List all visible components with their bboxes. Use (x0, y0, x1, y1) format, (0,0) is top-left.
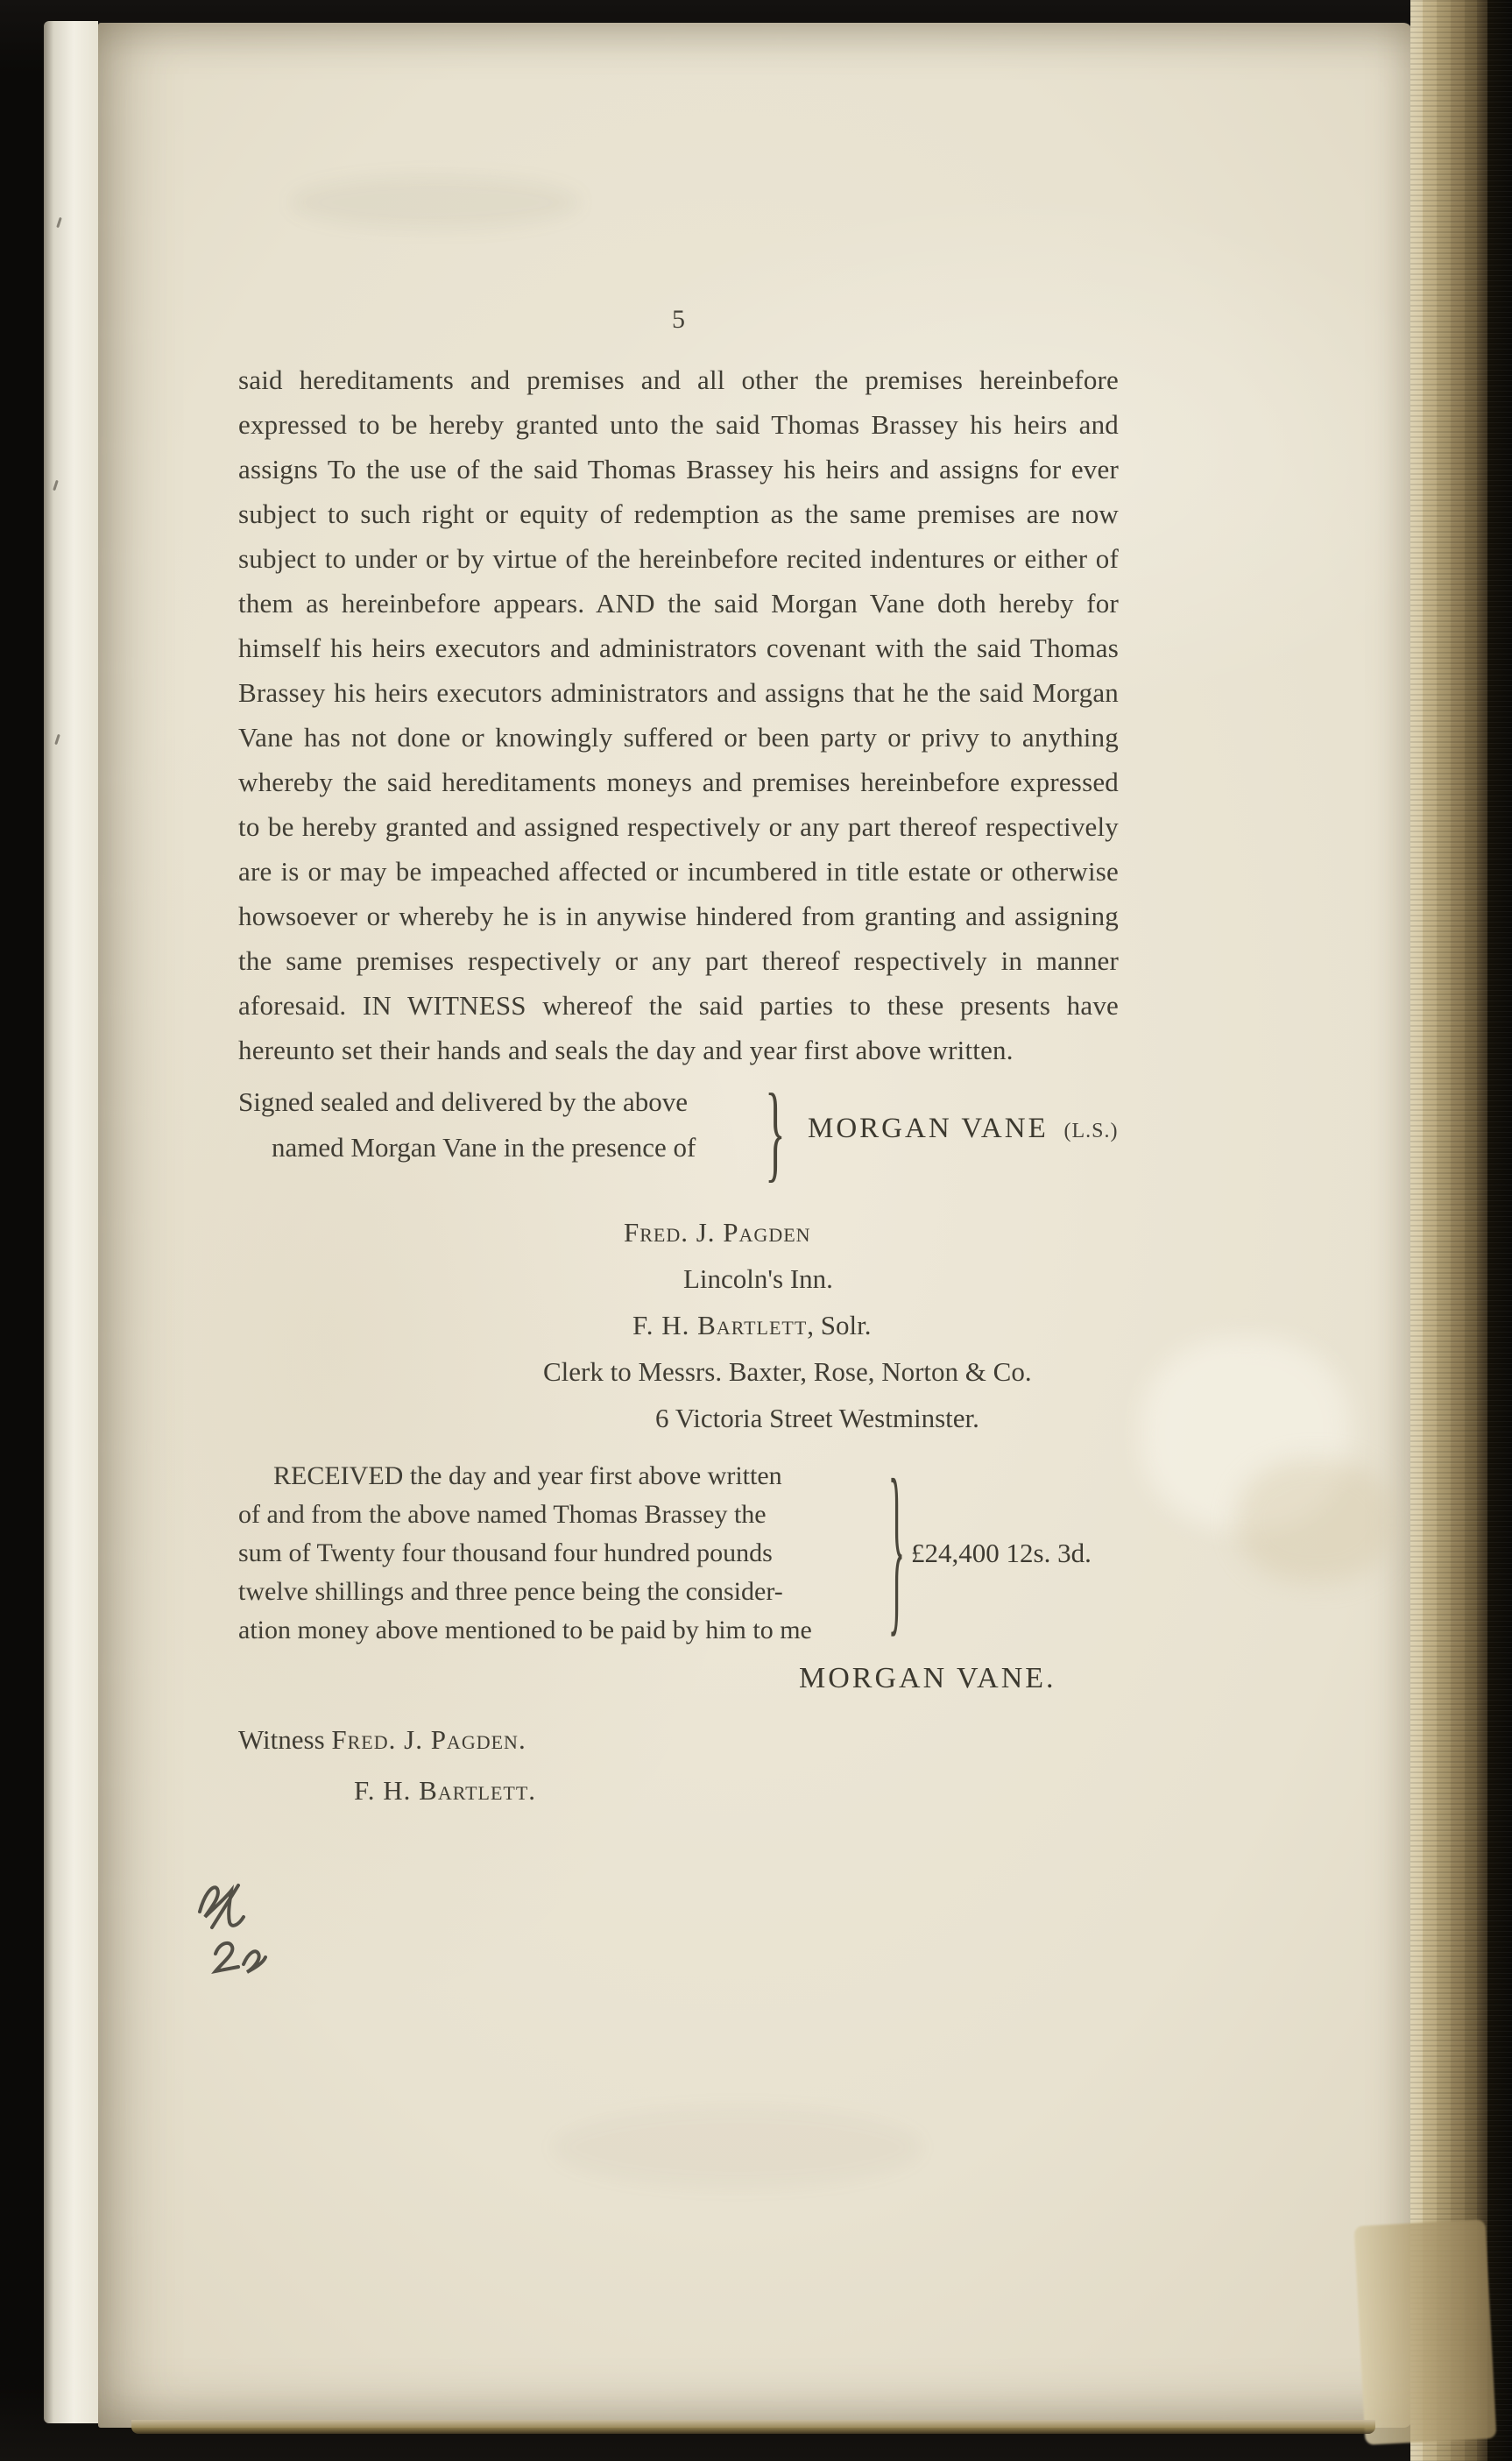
witness-name: Fred. J. Pagden (624, 1217, 811, 1248)
attestation-line-1: Signed sealed and delivered by the above (238, 1086, 689, 1117)
bleed-through-smudge (291, 176, 580, 229)
bleed-through-smudge (554, 2108, 922, 2187)
seal-mark: (L.S.) (1063, 1120, 1119, 1142)
attestation-clause (238, 1071, 1119, 1195)
witness-prefix: Witness (238, 1724, 332, 1755)
witness-attestation-block (238, 1209, 1119, 1441)
witness-text: Clerk to Messrs. Baxter, Rose, Norton & Co. (543, 1356, 1032, 1387)
deed-body-text: said hereditaments and premises and all other the premises hereinbefore expressed to be hereby granted unto the said Thomas Brassey his heirs and assigns To the use of the said Thomas Brassey his heirs and assigns for ever subject to such right or equity of redemption as the same premises are now subject to under or by virtue of the hereinbefore recited indentures or either of them as hereinbefore appears. AND the said Morgan Vane doth hereby for himself his heirs executors and administrators covenant with the said Thomas Brassey his heirs executors administrators and assigns that he the said Morgan Vane has not done or knowingly suffered or been party or privy to anything whereby the said hereditaments moneys and premises hereinbefore expressed to be hereby granted and assigned respectively or any part thereof respectively are is or may be impeached affected or incumbered in title estate or otherwise howsoever or whereby he is in anywise hindered from granting and assigning the same premises respectively or any part thereof respectively in manner aforesaid. IN WITNESS whereof the said parties to these presents have hereunto set their hands and seals the day and year first above written. (238, 364, 1119, 1065)
closing-witness-line (238, 1765, 1119, 1816)
page-number: 5 (672, 305, 685, 334)
attestation-brace: } (765, 1071, 786, 1193)
witness-line (238, 1209, 1119, 1255)
witness-name: F. H. Bartlett (354, 1775, 529, 1806)
document-page (98, 23, 1412, 2428)
attestation-line-2: named Morgan Vane in the presence of (272, 1132, 696, 1163)
witness-text: . (518, 1724, 526, 1755)
witness-text: , Solr. (807, 1310, 872, 1340)
closing-witness-line (238, 1715, 1119, 1765)
witness-line (238, 1302, 1119, 1348)
witness-name: F. H. Bartlett (632, 1310, 808, 1340)
receipt-line: sum of Twenty four thousand four hundred pounds (238, 1538, 773, 1567)
page-edges-right (1410, 0, 1512, 2461)
page-content (238, 305, 1119, 1816)
witness-line (238, 1395, 1119, 1441)
witness-line (238, 1255, 1119, 1302)
worn-page-corner (1354, 2219, 1497, 2445)
closing-witnesses (238, 1715, 1119, 1816)
witness-text: 6 Victoria Street Westminster. (655, 1403, 979, 1433)
left-page-edge (44, 21, 98, 2423)
receipt-line: RECEIVED the day and year first above written (273, 1461, 782, 1490)
signature-text: MORGAN VANE (808, 1113, 1049, 1144)
paper-stain (1237, 1460, 1395, 1582)
receipt-line: twelve shillings and three pence being the consider- (238, 1577, 783, 1606)
receipt-signature: MORGAN VANE. (799, 1662, 1056, 1694)
page-bottom-edge (131, 2420, 1375, 2434)
witness-name: Fred. J. Pagden (331, 1724, 519, 1755)
witness-text: . (528, 1775, 536, 1806)
signature-morgan-vane (808, 1113, 1118, 1145)
receipt-clause (238, 1443, 1092, 1656)
receipt-amount: £24,400 12s. 3d. (911, 1538, 1092, 1568)
receipt-line: of and from the above named Thomas Brassey the (238, 1500, 767, 1529)
witness-text: Lincoln's Inn. (683, 1263, 833, 1294)
handwritten-pencil-mark (186, 1873, 317, 2005)
receipt-line: ation money above mentioned to be paid by him to me (238, 1616, 812, 1644)
witness-line (238, 1348, 1119, 1395)
receipt-brace: } (887, 1443, 906, 1656)
